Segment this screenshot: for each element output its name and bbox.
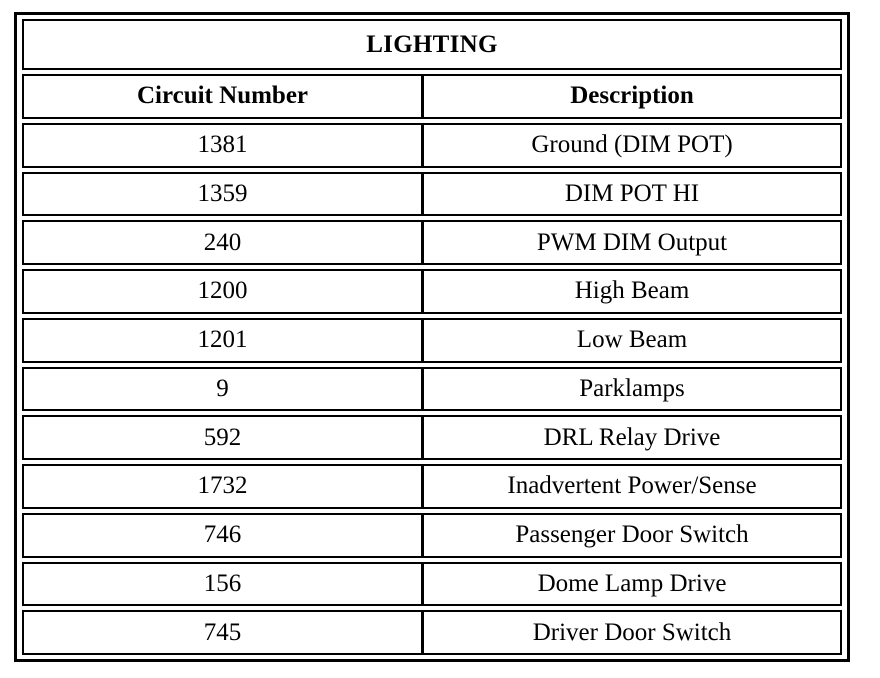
table-row bbox=[22, 220, 842, 265]
header-description: Description bbox=[570, 82, 694, 110]
circuit-number-cell: 240 bbox=[24, 222, 424, 263]
description-cell: PWM DIM Output bbox=[536, 228, 728, 256]
table-row bbox=[22, 172, 842, 217]
table-row bbox=[22, 610, 842, 655]
circuit-number-cell: 1200 bbox=[24, 271, 424, 312]
circuit-number-cell: 1732 bbox=[24, 466, 424, 507]
circuit-number-cell: 1201 bbox=[24, 320, 424, 361]
table-row bbox=[22, 464, 842, 509]
description-cell: Low Beam bbox=[576, 326, 688, 354]
table-header-row bbox=[22, 74, 842, 119]
table-row bbox=[22, 415, 842, 460]
circuit-number-cell: 746 bbox=[24, 515, 424, 556]
description-cell: Passenger Door Switch bbox=[515, 521, 749, 549]
circuit-number-cell: 592 bbox=[24, 417, 424, 458]
table-row bbox=[22, 513, 842, 558]
description-cell: DIM POT HI bbox=[564, 179, 700, 207]
circuit-number-cell: 1381 bbox=[24, 125, 424, 166]
table-row bbox=[22, 367, 842, 412]
table-row bbox=[22, 269, 842, 314]
description-cell: High Beam bbox=[574, 277, 690, 305]
table-title: LIGHTING bbox=[22, 19, 842, 70]
table-body bbox=[22, 74, 842, 655]
description-cell: Parklamps bbox=[579, 374, 685, 402]
description-cell: DRL Relay Drive bbox=[543, 423, 721, 451]
table-row bbox=[22, 562, 842, 607]
circuit-number-cell: 745 bbox=[24, 612, 424, 653]
circuit-number-cell: 156 bbox=[24, 564, 424, 605]
description-cell: Dome Lamp Drive bbox=[537, 569, 727, 597]
lighting-table bbox=[14, 12, 850, 662]
table-row bbox=[22, 123, 842, 168]
circuit-number-cell: 9 bbox=[24, 369, 424, 410]
circuit-number-cell: 1359 bbox=[24, 174, 424, 215]
description-cell: Driver Door Switch bbox=[532, 618, 732, 646]
description-cell: Ground (DIM POT) bbox=[531, 131, 733, 159]
description-cell: Inadvertent Power/Sense bbox=[507, 472, 757, 500]
table-row bbox=[22, 318, 842, 363]
header-circuit-number: Circuit Number bbox=[24, 76, 424, 117]
